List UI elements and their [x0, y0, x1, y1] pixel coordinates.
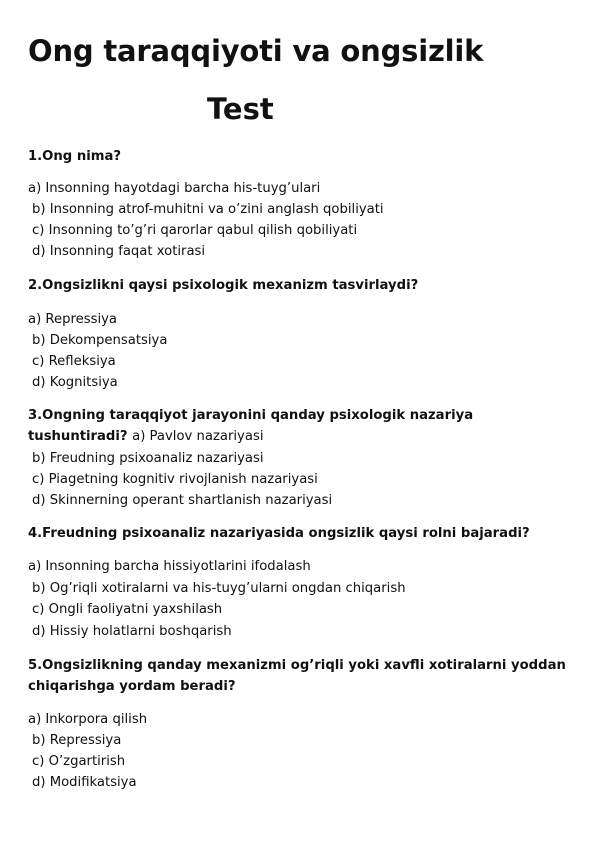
question-5-option-b: b) Repressiya: [32, 733, 122, 748]
question-5-option-d: d) Modifikatsiya: [32, 775, 137, 790]
question-5-option-c: c) O’zgartirish: [32, 754, 126, 769]
question-2-option-d: d) Kognitsiya: [32, 375, 118, 390]
question-1-option-d: d) Insonning faqat xotirasi: [32, 244, 206, 259]
question-2-option-a: a) Repressiya: [28, 312, 118, 327]
question-5-option-a: a) Inkorpora qilish: [28, 712, 148, 727]
page-subtitle: Test: [207, 92, 274, 126]
question-3-option-c: c) Piagetning kognitiv rivojlanish nazariyasi: [32, 472, 318, 487]
question-1-option-b: b) Insonning atrof-muhitni va o’zini anglash qobiliyati: [32, 202, 384, 217]
question-5-title-line2: chiqarishga yordam beradi?: [28, 679, 236, 694]
question-3-option-d: d) Skinnerning operant shartlanish nazariyasi: [32, 493, 333, 508]
question-2-title: 2.Ongsizlikni qaysi psixologik mexanizm tasvirlaydi?: [28, 278, 419, 293]
question-1-title: 1.Ong nima?: [28, 149, 122, 164]
question-5-title: 5.Ongsizlikning qanday mexanizmi og’riqli yoki xavfli xotiralarni yoddan: [28, 658, 566, 673]
question-4-option-b: b) Og’riqli xotiralarni va his-tuyg’ularni ongdan chiqarish: [32, 581, 406, 596]
question-1-option-a: a) Insonning hayotdagi barcha his-tuyg’ulari: [28, 181, 321, 196]
question-3-option-a: a) Pavlov nazariyasi: [132, 429, 264, 444]
question-3-title-line2: [28, 426, 573, 447]
question-3-title-cont: tushuntiradi?: [28, 429, 128, 444]
question-2-option-c: c) Refleksiya: [32, 354, 116, 369]
question-3-option-b: b) Freudning psixoanaliz nazariyasi: [32, 451, 264, 466]
question-2-option-b: b) Dekompensatsiya: [32, 333, 168, 348]
question-4-option-a: a) Insonning barcha hissiyotlarini ifodalash: [28, 559, 311, 574]
question-3-title: 3.Ongning taraqqiyot jarayonini qanday psixologik nazariya: [28, 408, 474, 423]
question-4-option-d: d) Hissiy holatlarni boshqarish: [32, 624, 232, 639]
question-4-option-c: c) Ongli faoliyatni yaxshilash: [32, 602, 223, 617]
question-1-option-c: c) Insonning to’g’ri qarorlar qabul qilish qobiliyati: [32, 223, 358, 238]
question-4-title: 4.Freudning psixoanaliz nazariyasida ongsizlik qaysi rolni bajaradi?: [28, 526, 530, 541]
page-title: Ong taraqqiyoti va ongsizlik: [28, 34, 484, 68]
